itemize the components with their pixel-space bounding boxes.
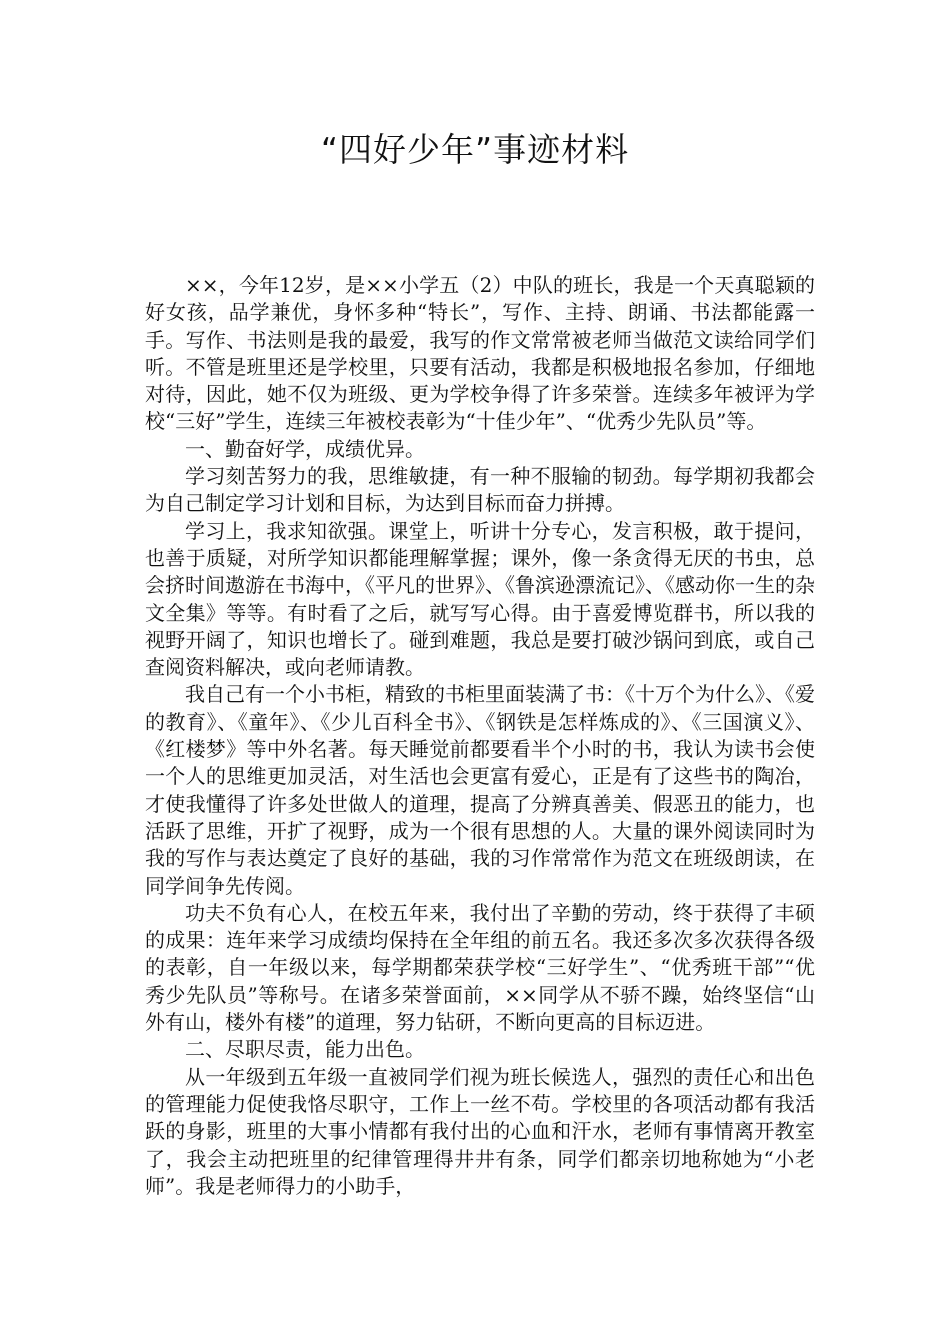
paragraph: 我自己有一个小书柜，精致的书柜里面装满了书：《十万个为什么》、《爱的教育》、《童年》、《少儿百科全书》、《钢铁是怎样炼成的》、《三国演义》、《红楼梦》等中外名著。每天睡觉前都要看半个小时的书，我认为读书会使一个人的思维更加灵活，对生活也会更富有爱心，正是有了这些书的陶冶，才使我懂得了许多处世做人的道理，提高了分辨真善美、假恶丑的能力，也活跃了思维，开扩了视野，成为一个很有思想的人。大量的课外阅读同时为我的写作与表达奠定了良好的基础，我的习作常常作为范文在班级朗读，在同学间争先传阅。: [145, 682, 815, 898]
document-title: “四好少年”事迹材料: [320, 130, 630, 169]
paragraph: 学习上，我求知欲强。课堂上，听讲十分专心，发言积极，敢于提问，也善于质疑，对所学知识都能理解掌握；课外，像一条贪得无厌的书虫，总会挤时间遨游在书海中，《平凡的世界》、《鲁滨逊漂流记》、《感动你一生的杂文全集》等等。有时看了之后，就写写心得。由于喜爱博览群书，所以我的视野开阔了，知识也增长了。碰到难题，我总是要打破沙锅问到底，或自己查阅资料解决，或向老师请教。: [145, 518, 815, 680]
section-heading-2: 二、尽职尽责，能力出色。: [185, 1037, 425, 1062]
paragraph-intro: ××，今年12岁，是××小学五（2）中队的班长，我是一个天真聪颖的好女孩，品学兼优，身怀多种“特长”，写作、主持、朗诵、书法都能露一手。写作、书法则是我的最爱，我写的作文常常被老师当做范文读给同学们听。不管是班里还是学校里，只要有活动，我都是积极地报名参加，仔细地对待，因此，她不仅为班级、更为学校争得了许多荣誉。连续多年被评为学校“三好”学生，连续三年被校表彰为“十佳少年”、“优秀少先队员”等。: [145, 273, 815, 434]
document-body: [145, 272, 815, 1200]
paragraph: 从一年级到五年级一直被同学们视为班长候选人，强烈的责任心和出色的管理能力促使我恪尽职守，工作上一丝不苟。学校里的各项活动都有我活跃的身影，班里的大事小情都有我付出的心血和汗水，老师有事情离开教室了，我会主动把班里的纪律管理得井井有条，同学们都亲切地称她为“小老师”。我是老师得力的小助手，: [145, 1064, 815, 1198]
section-heading-1: 一、勤奋好学，成绩优异。: [185, 436, 425, 461]
paragraph: 学习刻苦努力的我，思维敏捷，有一种不服输的韧劲。每学期初我都会为自己制定学习计划和目标，为达到目标而奋力拼搏。: [145, 464, 815, 516]
paragraph: 功夫不负有心人，在校五年来，我付出了辛勤的劳动，终于获得了丰硕的成果：连年来学习成绩均保持在全年组的前五名。我还多次多次获得各级的表彰，自一年级以来，每学期都荣获学校“三好学生”、“优秀班干部”“优秀少先队员”等称号。在诸多荣誉面前，××同学从不骄不躁，始终坚信“山外有山，楼外有楼”的道理，努力钻研，不断向更高的目标迈进。: [145, 900, 815, 1035]
